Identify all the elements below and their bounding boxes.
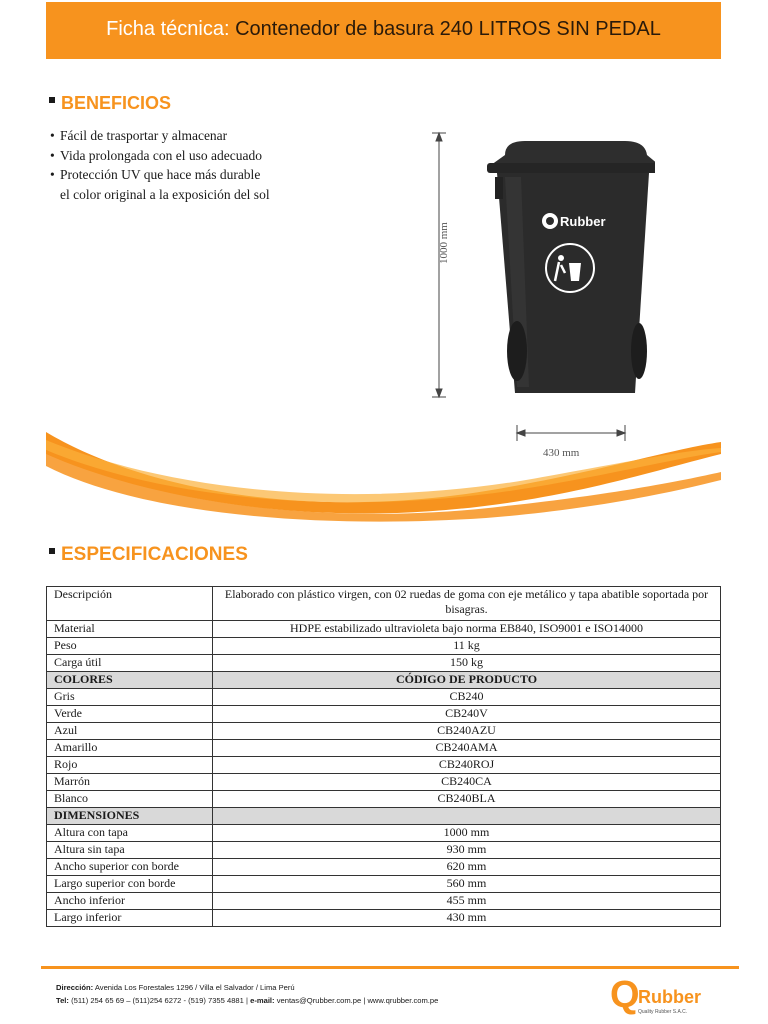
benefits-list bbox=[50, 126, 270, 204]
logo-letter: Q bbox=[610, 974, 640, 1016]
orange-swoosh bbox=[46, 410, 721, 530]
bin-brand-logo bbox=[542, 213, 606, 229]
bin-brand-text: Rubber bbox=[560, 214, 606, 229]
table-header-row bbox=[47, 672, 721, 689]
table-row bbox=[47, 842, 721, 859]
color-code: CB240AZU bbox=[213, 723, 721, 740]
color-name: Blanco bbox=[47, 791, 213, 808]
spec-value: HDPE estabilizado ultravioleta bajo norma EB840, ISO9001 e ISO14000 bbox=[213, 621, 721, 638]
specs-title: ESPECIFICACIONES bbox=[49, 544, 248, 566]
bullet-square-icon bbox=[49, 548, 55, 554]
spec-label: Descripción bbox=[47, 587, 213, 621]
dimension-name: Altura con tapa bbox=[47, 825, 213, 842]
dimension-name: Altura sin tapa bbox=[47, 842, 213, 859]
color-name: Gris bbox=[47, 689, 213, 706]
color-code: CB240BLA bbox=[213, 791, 721, 808]
benefit-item: • Protección UV que hace más durable el color original a la exposición del sol bbox=[50, 165, 270, 204]
dimension-value: 620 mm bbox=[213, 859, 721, 876]
table-row bbox=[47, 825, 721, 842]
bin-lid bbox=[487, 141, 655, 173]
height-dimension-line bbox=[432, 133, 446, 397]
table-row bbox=[47, 893, 721, 910]
benefit-item: • Vida prolongada con el uso adecuado bbox=[50, 146, 270, 166]
color-name: Marrón bbox=[47, 774, 213, 791]
footer-email-link[interactable]: ventas@Qrubber.com.pe bbox=[276, 996, 362, 1005]
table-row bbox=[47, 587, 721, 621]
footer-phones: (511) 254 65 69 – (511)254 6272 - (519) 7355 4881 bbox=[71, 996, 244, 1005]
dimension-value: 1000 mm bbox=[213, 825, 721, 842]
spec-label: Carga útil bbox=[47, 655, 213, 672]
specs-table bbox=[46, 586, 721, 927]
benefits-title: BENEFICIOS bbox=[49, 93, 171, 114]
table-row bbox=[47, 621, 721, 638]
footer-web-link[interactable]: www.qrubber.com.pe bbox=[367, 996, 439, 1005]
footer-divider bbox=[41, 966, 739, 969]
spec-value: 150 kg bbox=[213, 655, 721, 672]
dimension-name: Largo superior con borde bbox=[47, 876, 213, 893]
table-row bbox=[47, 706, 721, 723]
dimensions-header: DIMENSIONES bbox=[47, 808, 213, 825]
footer-contact: Tel: (511) 254 65 69 – (511)254 6272 - (519) 7355 4881 | e-mail: ventas@Qrubber.com.pe | www.qrubber.com.pe bbox=[56, 996, 439, 1005]
header-label: Ficha técnica: bbox=[106, 18, 230, 40]
table-row bbox=[47, 859, 721, 876]
dimension-value: 560 mm bbox=[213, 876, 721, 893]
color-name: Amarillo bbox=[47, 740, 213, 757]
logo-text: Rubber bbox=[638, 987, 701, 1007]
table-header-row bbox=[47, 808, 721, 825]
table-row bbox=[47, 910, 721, 927]
table-row bbox=[47, 689, 721, 706]
spec-value: 11 kg bbox=[213, 638, 721, 655]
colors-header: COLORES bbox=[47, 672, 213, 689]
header-title: Contenedor de basura 240 LITROS SIN PEDAL bbox=[235, 18, 661, 40]
dimension-name: Ancho superior con borde bbox=[47, 859, 213, 876]
benefit-item: • Fácil de trasportar y almacenar bbox=[50, 126, 270, 146]
header-bar bbox=[46, 2, 721, 59]
color-code: CB240 bbox=[213, 689, 721, 706]
product-image bbox=[425, 125, 655, 445]
dimension-value: 930 mm bbox=[213, 842, 721, 859]
color-name: Verde bbox=[47, 706, 213, 723]
height-label: 1000 mm bbox=[438, 222, 450, 264]
table-row bbox=[47, 791, 721, 808]
dimension-name: Ancho inferior bbox=[47, 893, 213, 910]
color-code: CB240ROJ bbox=[213, 757, 721, 774]
dimension-value: 455 mm bbox=[213, 893, 721, 910]
dimension-value: 430 mm bbox=[213, 910, 721, 927]
logo-subtext: Quality Rubber S.A.C. bbox=[638, 1009, 688, 1015]
footer-address: Dirección: Avenida Los Forestales 1296 / Villa el Salvador / Lima Perú bbox=[56, 983, 295, 992]
spec-label: Material bbox=[47, 621, 213, 638]
table-row bbox=[47, 757, 721, 774]
qrubber-logo bbox=[610, 973, 722, 1019]
bullet-square-icon bbox=[49, 97, 55, 103]
color-code: CB240V bbox=[213, 706, 721, 723]
table-row bbox=[47, 740, 721, 757]
dimension-name: Largo inferior bbox=[47, 910, 213, 927]
table-row bbox=[47, 638, 721, 655]
spec-label: Peso bbox=[47, 638, 213, 655]
code-header: CÓDIGO DE PRODUCTO bbox=[213, 672, 721, 689]
spec-value: Elaborado con plástico virgen, con 02 ruedas de goma con eje metálico y tapa abatible soportada por bisagras. bbox=[213, 587, 721, 621]
table-row bbox=[47, 723, 721, 740]
width-label: 430 mm bbox=[543, 447, 580, 459]
color-name: Azul bbox=[47, 723, 213, 740]
color-code: CB240CA bbox=[213, 774, 721, 791]
table-row bbox=[47, 774, 721, 791]
color-name: Rojo bbox=[47, 757, 213, 774]
dimensions-header-empty bbox=[213, 808, 721, 825]
table-row bbox=[47, 876, 721, 893]
table-row bbox=[47, 655, 721, 672]
color-code: CB240AMA bbox=[213, 740, 721, 757]
